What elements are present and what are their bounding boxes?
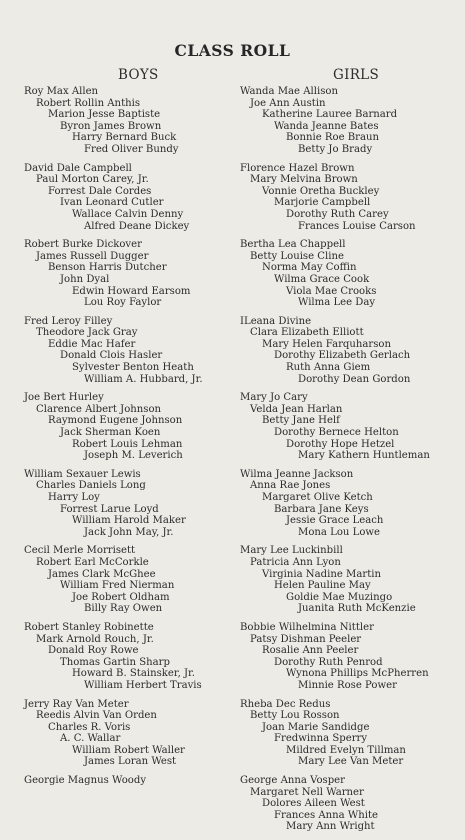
page-title: CLASS ROLL	[174, 41, 291, 60]
boy-name: Robert Burke Dickover	[24, 239, 142, 251]
boy-name: Billy Ray Owen	[84, 603, 163, 615]
girl-name: Mary Kathern Huntleman	[298, 450, 430, 462]
boy-name: William Fred Nierman	[60, 580, 175, 592]
girl-name: Wilma Jeanne Jackson	[240, 468, 354, 480]
girl-name: Patricia Ann Lyon	[250, 556, 341, 568]
girl-name: Wynona Phillips McPherren	[286, 668, 429, 680]
boy-name: Marion Jesse Baptiste	[48, 109, 161, 121]
girl-name: Rosalie Ann Peeler	[262, 645, 359, 657]
girl-name: Virginia Nadine Martin	[262, 568, 381, 580]
girl-name: Mary Melvina Brown	[250, 174, 358, 186]
boy-name: John Dyal	[60, 273, 110, 285]
girl-name: Betty Lou Rosson	[250, 710, 340, 722]
girl-name: Wilma Grace Cook	[274, 273, 370, 285]
boy-group	[24, 699, 236, 769]
boy-name: Alfred Deane Dickey	[84, 220, 190, 232]
girl-name: Mary Ann Wright	[286, 821, 375, 833]
boy-name: Robert Louis Lehman	[72, 438, 183, 450]
girl-name: Rheba Dec Redus	[240, 698, 331, 710]
girl-name: Barbara Jane Keys	[274, 503, 369, 515]
girl-name: Joe Ann Austin	[250, 97, 326, 109]
girl-group	[240, 545, 462, 615]
boy-name: A. C. Wallar	[60, 733, 121, 745]
boy-name: Forrest Dale Cordes	[48, 185, 152, 197]
boy-name: Raymond Eugene Johnson	[48, 415, 183, 427]
boy-group	[24, 622, 236, 692]
boy-name: Charles R. Voris	[48, 721, 131, 733]
boys-column	[24, 86, 236, 794]
boy-name: Clarence Albert Johnson	[36, 403, 162, 415]
boy-group	[24, 86, 236, 156]
boy-name: William Sexauer Lewis	[24, 468, 141, 480]
boy-group	[24, 469, 236, 539]
girl-name: Wilma Lee Day	[298, 297, 376, 309]
girl-name: Norma May Coffin	[262, 262, 357, 274]
boy-name: Robert Earl McCorkle	[36, 556, 149, 568]
boy-name: James Clark McGhee	[48, 568, 156, 580]
girl-group	[240, 775, 462, 833]
girl-name: Dorothy Ruth Carey	[286, 208, 389, 220]
girl-name: Dorothy Dean Gordon	[298, 373, 411, 385]
boy-name: Howard B. Stainsker, Jr.	[72, 668, 195, 680]
boy-name: Jerry Ray Van Meter	[24, 698, 129, 710]
boy-name: Theodore Jack Gray	[36, 327, 138, 339]
girl-group	[240, 469, 462, 539]
girl-group	[240, 622, 462, 692]
boy-name: Wallace Calvin Denny	[72, 208, 184, 220]
boy-name: James Russell Dugger	[36, 250, 149, 262]
boy-name: William A. Hubbard, Jr.	[84, 373, 203, 385]
girl-name: Dorothy Bernece Helton	[274, 427, 399, 439]
boy-name: William Herbert Travis	[84, 679, 202, 691]
boy-name: Fred Oliver Bundy	[84, 143, 179, 155]
girl-name: Vonnie Oretha Buckley	[262, 185, 380, 197]
boy-name: Jack Sherman Koen	[60, 427, 161, 439]
girl-name: Mary Jo Cary	[240, 392, 308, 404]
girl-name: Frances Louise Carson	[298, 220, 416, 232]
boy-name: Thomas Gartin Sharp	[60, 656, 170, 668]
boy-name: William Harold Maker	[72, 515, 186, 527]
girl-name: Minnie Rose Power	[298, 679, 397, 691]
boy-name: Joe Bert Hurley	[24, 392, 104, 404]
boy-name: Robert Rollin Anthis	[36, 97, 141, 109]
boy-group	[24, 316, 236, 386]
girl-name: Betty Jo Brady	[298, 143, 373, 155]
boy-group	[24, 239, 236, 309]
girl-name: Patsy Dishman Peeler	[250, 633, 362, 645]
girl-name: Wanda Mae Allison	[240, 86, 338, 97]
boys-heading: BOYS	[118, 67, 159, 83]
boy-group	[24, 545, 236, 615]
girl-name: Viola Mae Crooks	[286, 285, 377, 297]
boy-name: William Robert Waller	[72, 744, 185, 756]
girl-name: Dolores Aileen West	[262, 798, 365, 810]
boy-name: Cecil Merle Morrisett	[24, 545, 136, 557]
boy-name: Harry Loy	[48, 492, 100, 503]
girl-name: Bobbie Wilhelmina Nittler	[240, 621, 374, 633]
girl-group	[240, 86, 462, 156]
girl-name: Mary Lee Van Meter	[298, 756, 404, 768]
boy-name: Donald Clois Hasler	[60, 350, 163, 362]
girl-name: Mona Lou Lowe	[298, 526, 381, 538]
girl-name: Betty Louise Cline	[250, 250, 344, 262]
girl-name: Velda Jean Harlan	[250, 403, 343, 415]
girl-name: Bertha Lea Chappell	[240, 239, 346, 251]
boy-group	[24, 163, 236, 233]
girl-name: Fredwinna Sperry	[274, 733, 368, 745]
boy-name: Fred Leroy Filley	[24, 315, 113, 327]
girl-name: Dorothy Hope Hetzel	[286, 438, 395, 450]
boy-group	[24, 775, 236, 787]
boy-name: Paul Morton Carey, Jr.	[36, 174, 149, 186]
boy-name: Edwin Howard Earsom	[72, 285, 191, 297]
boy-name: Sylvester Benton Heath	[72, 362, 194, 374]
girl-name: Margaret Olive Ketch	[262, 492, 373, 503]
girl-name: Dorothy Elizabeth Gerlach	[274, 350, 411, 362]
girl-group	[240, 699, 462, 769]
girl-name: Bonnie Roe Braun	[286, 132, 380, 144]
girl-name: Jessie Grace Leach	[286, 515, 384, 527]
girl-name: Juanita Ruth McKenzie	[298, 603, 416, 615]
boy-name: Joe Robert Oldham	[72, 591, 170, 603]
girl-name: Dorothy Ruth Penrod	[274, 656, 383, 668]
girl-name: Mary Helen Farquharson	[262, 338, 392, 350]
girl-name: Katherine Lauree Barnard	[262, 109, 398, 121]
boy-name: Joseph M. Leverich	[84, 450, 183, 462]
boy-name: Byron James Brown	[60, 120, 162, 132]
girl-name: Marjorie Campbell	[274, 197, 371, 209]
boy-name: Harry Bernard Buck	[72, 132, 177, 144]
girl-name: ILeana Divine	[240, 315, 312, 327]
boy-name: Mark Arnold Rouch, Jr.	[36, 633, 154, 645]
boy-name: Robert Stanley Robinette	[24, 621, 154, 633]
girl-name: Ruth Anna Giem	[286, 362, 371, 374]
boy-name: Benson Harris Dutcher	[48, 262, 167, 274]
girl-name: Mildred Evelyn Tillman	[286, 744, 406, 756]
boy-name: Georgie Magnus Woody	[24, 775, 147, 787]
girl-group	[240, 316, 462, 386]
girl-name: Goldie Mae Muzingo	[286, 591, 393, 603]
girl-group	[240, 392, 462, 462]
boy-name: Forrest Larue Loyd	[60, 503, 159, 515]
girl-group	[240, 163, 462, 233]
boy-name: Eddie Mac Hafer	[48, 338, 136, 350]
boy-name: Ivan Leonard Cutler	[60, 197, 164, 209]
girl-name: Helen Pauline May	[274, 580, 371, 592]
girl-name: Clara Elizabeth Elliott	[250, 327, 364, 339]
boy-name: Donald Roy Rowe	[48, 645, 139, 657]
boy-group	[24, 392, 236, 462]
girls-column	[240, 86, 462, 840]
girl-group	[240, 239, 462, 309]
girl-name: Florence Hazel Brown	[240, 162, 355, 174]
girl-name: Frances Anna White	[274, 809, 379, 821]
girl-name: Wanda Jeanne Bates	[274, 120, 379, 132]
boy-name: Reedis Alvin Van Orden	[36, 710, 157, 722]
girl-name: George Anna Vosper	[240, 775, 345, 787]
girl-name: Betty Jane Helf	[262, 415, 340, 427]
girl-name: Margaret Nell Warner	[250, 786, 364, 798]
boy-name: Charles Daniels Long	[36, 480, 146, 492]
girl-name: Anna Rae Jones	[250, 480, 331, 492]
boy-name: Roy Max Allen	[24, 86, 99, 97]
boy-name: Lou Roy Faylor	[84, 297, 162, 309]
boy-name: James Loran West	[84, 756, 177, 768]
girls-heading: GIRLS	[333, 67, 379, 83]
girl-name: Mary Lee Luckinbill	[240, 545, 343, 557]
girl-name: Joan Marie Sandidge	[262, 721, 370, 733]
boy-name: Jack John May, Jr.	[84, 526, 174, 538]
boy-name: David Dale Campbell	[24, 162, 132, 174]
